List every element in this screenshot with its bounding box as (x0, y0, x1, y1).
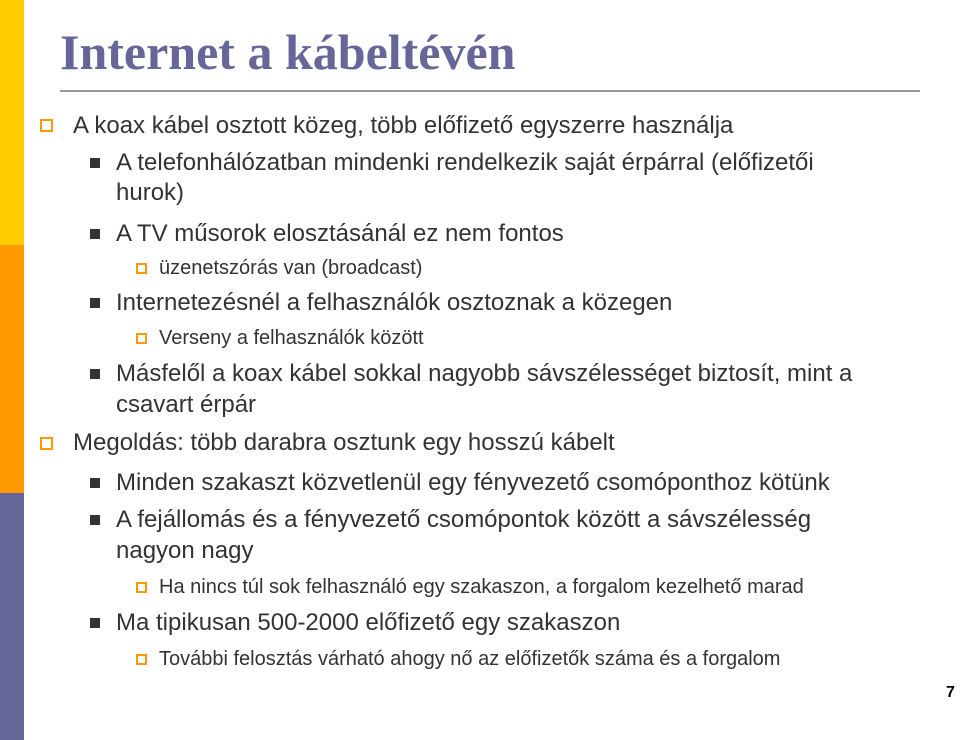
slide-title: Internet a kábeltévén (60, 24, 516, 80)
left-accent-band-yellow (0, 0, 24, 245)
filled-square-bullet-icon (90, 369, 100, 379)
hollow-square-bullet-icon (40, 119, 53, 132)
bullet-item: Másfelől a koax kábel sokkal nagyobb sávszélességet biztosít, mint a (116, 360, 853, 387)
filled-square-bullet-icon (90, 478, 100, 488)
bullet-item-continuation: hurok) (116, 179, 185, 206)
filled-square-bullet-icon (90, 618, 100, 628)
bullet-item: További felosztás várható ahogy nő az előfizetők száma és a forgalom (159, 648, 781, 670)
bullet-item: A koax kábel osztott közeg, több előfizető egyszerre használja (73, 112, 734, 139)
bullet-item: Megoldás: több darabra osztunk egy hosszú kábelt (73, 429, 615, 456)
hollow-square-bullet-icon (136, 263, 147, 274)
bullet-item: A TV műsorok elosztásánál ez nem fontos (116, 220, 564, 247)
hollow-square-bullet-icon (136, 654, 147, 665)
left-accent-band-orange (0, 245, 24, 493)
filled-square-bullet-icon (90, 229, 100, 239)
left-accent-band-blue (0, 493, 24, 740)
bullet-item: üzenetszórás van (broadcast) (159, 257, 423, 279)
filled-square-bullet-icon (90, 298, 100, 308)
hollow-square-bullet-icon (40, 437, 53, 450)
page-number: 7 (946, 684, 955, 701)
hollow-square-bullet-icon (136, 582, 147, 593)
bullet-item: Ha nincs túl sok felhasználó egy szakaszon, a forgalom kezelhető marad (159, 576, 804, 598)
bullet-item: Internetezésnél a felhasználók osztoznak a közegen (116, 289, 673, 316)
title-divider (60, 90, 920, 92)
bullet-item: A fejállomás és a fényvezető csomópontok között a sávszélesség (116, 506, 812, 533)
bullet-item: Verseny a felhasználók között (159, 327, 424, 349)
filled-square-bullet-icon (90, 158, 100, 168)
bullet-item: A telefonhálózatban mindenki rendelkezik saját érpárral (előfizetői (116, 149, 814, 176)
bullet-item-continuation: nagyon nagy (116, 537, 254, 564)
filled-square-bullet-icon (90, 515, 100, 525)
bullet-item: Minden szakaszt közvetlenül egy fényvezető csomóponthoz kötünk (116, 469, 830, 496)
hollow-square-bullet-icon (136, 333, 147, 344)
bullet-item: Ma tipikusan 500-2000 előfizető egy szakaszon (116, 609, 621, 636)
bullet-item-continuation: csavart érpár (116, 391, 257, 418)
